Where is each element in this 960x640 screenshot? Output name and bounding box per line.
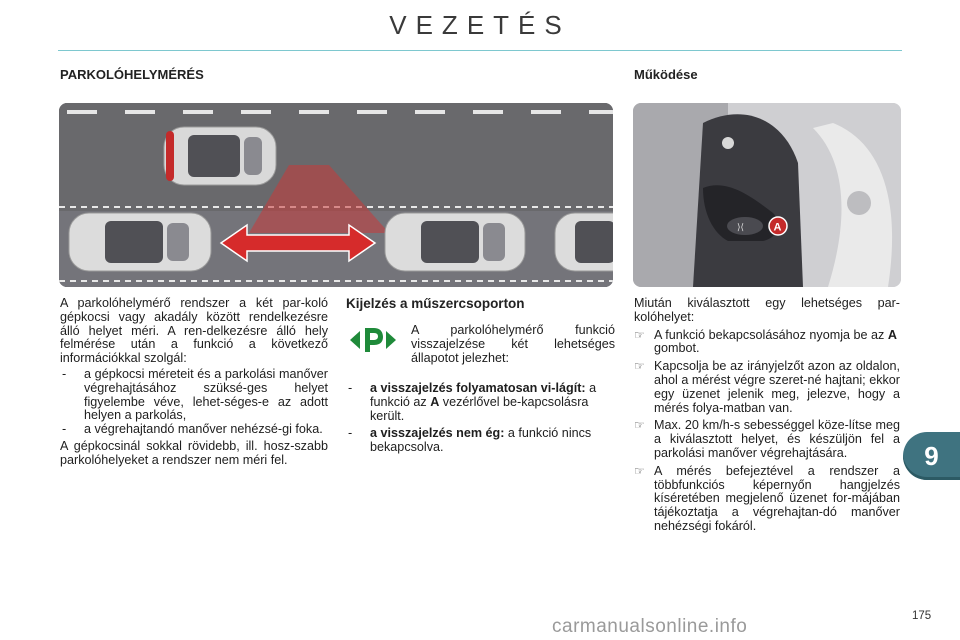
indicator-description: A parkolóhelymérő funkció visszajelzése két lehetséges állapotot jelezhet: (411, 323, 615, 365)
operation-step: ☞ A mérés befejeztével a rendszer a többfunkciós képernyőn hangjelzés kíséretében megjelenő üzenet for-májában tájékoztatja a végrehajtan-dó manőver nehézségi fokáról. (634, 463, 900, 533)
pointing-hand-icon: ☞ (634, 463, 645, 478)
callout-a-label: A (773, 221, 782, 234)
dash-list-item: - a végrehajtandó manőver nehézsé-gi foka. (62, 422, 323, 437)
operation-intro: Miután kiválasztott egy lehetséges par-kolóhelyet: (634, 296, 900, 324)
parking-space-illustration (59, 103, 613, 287)
watermark: carmanualsonline.info (552, 616, 748, 637)
pointing-hand-icon: ☞ (634, 327, 645, 342)
operation-step: ☞ Max. 20 km/h-s sebességgel köze-lítse meg a kiválasztott helyet, és készüljön fel a parkolási manőver végrehajtására. (634, 418, 900, 460)
pointing-hand-icon: ☞ (634, 418, 645, 433)
indicator-state-item: - a visszajelzés nem ég: a funkció nincs bekapcsolva. (348, 426, 592, 455)
operation-step: ☞ A funkció bekapcsolásához nyomja be az A gombot. (634, 327, 897, 356)
indicator-state-item: - a visszajelzés folyamatosan vi-lágít: a funkció az A vezérlővel be-kapcsolásra került. (348, 381, 597, 423)
header-divider (58, 50, 902, 51)
note-paragraph: A gépkocsinál sokkal rövidebb, ill. hosz-szabb parkolóhelyeket a rendszer nem méri fel. (60, 438, 328, 467)
svg-text:⟩⟨: ⟩⟨ (737, 223, 745, 233)
chapter-tab: 9 (903, 432, 960, 480)
indicator-states-list (346, 382, 616, 455)
section-title-operation: Működése (634, 67, 698, 82)
parking-assist-indicator-icon (350, 325, 396, 355)
pointing-hand-icon: ☞ (634, 359, 645, 374)
steering-control-illustration (633, 103, 901, 287)
right-column (634, 297, 900, 534)
display-section-title: Kijelzés a műszercsoporton (346, 296, 525, 311)
dash-list-item: - a gépkocsi méreteit és a parkolási manőver végrehajtásához szüksé-ges helyet figyelembe véve, lehet-séges-e az adott helyen a parkolás, (62, 366, 328, 423)
intro-paragraph: A parkolóhelymérő rendszer a két par-koló gépkocsi vagy akadály között rendelkezésre álló helyet méri. A ren-delkezésre álló hely felmérése után a funkció a következő információkkal szolgál: (60, 296, 328, 366)
operation-step: ☞ Kapcsolja be az irányjelzőt azon az oldalon, ahol a mérést végre szeret-né hajtani; ekkor egy üzenet jelenik meg, jelezve, hogy a mérés folya-matban van. (634, 359, 900, 415)
page-header-title: VEZETÉS (389, 10, 571, 40)
section-title-parking: PARKOLÓHELYMÉRÉS (60, 67, 204, 82)
page-number: 175 (912, 610, 932, 622)
left-column (60, 297, 328, 468)
